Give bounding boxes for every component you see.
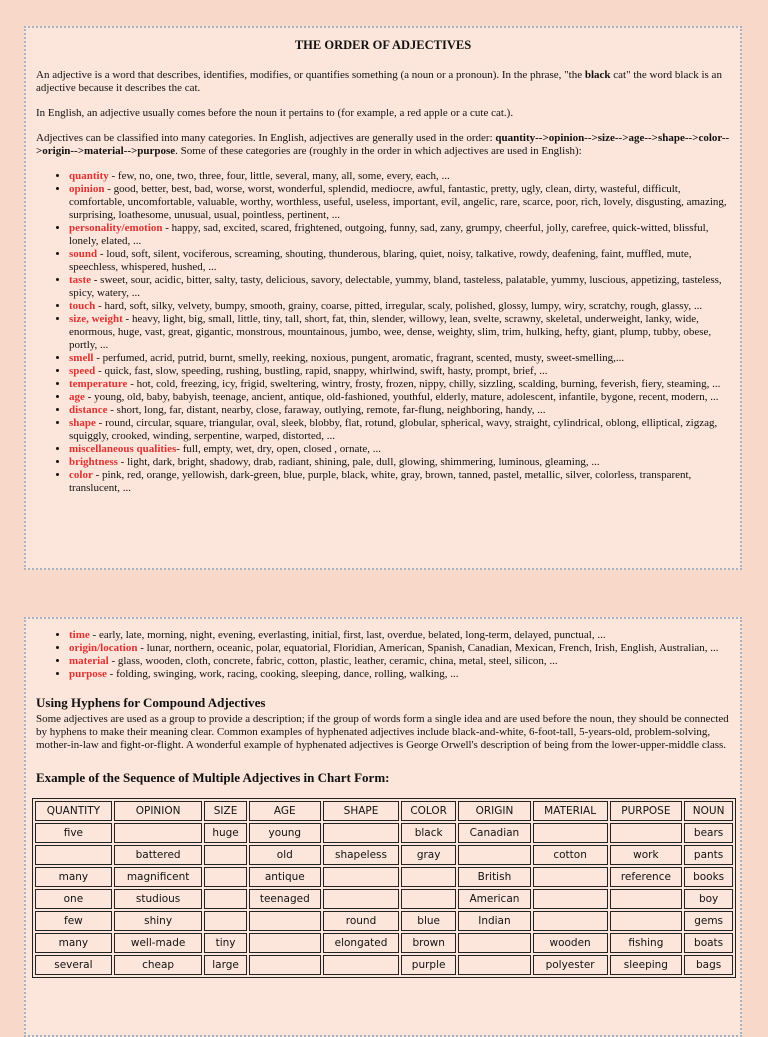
category-item (69, 629, 730, 642)
table-cell: cheap (114, 955, 203, 975)
category-words: folding, swinging, work, racing, cooking, sleeping, dance, rolling, walking, ... (116, 668, 459, 680)
category-words: pink, red, orange, yellowish, dark-green, blue, purple, black, white, gray, brown, tanned, pastel, metallic, silver, colorless, transparent, translucent, ... (69, 469, 692, 494)
table-row (35, 955, 733, 975)
table-cell: many (35, 867, 112, 887)
table-cell (323, 867, 399, 887)
category-name: speed (69, 365, 96, 377)
table-cell: Indian (458, 911, 530, 931)
category-item (69, 642, 730, 655)
category-name: shape (69, 417, 96, 429)
table-cell: one (35, 889, 112, 909)
category-words: few, no, one, two, three, four, little, several, many, all, some, every, each, ... (117, 170, 450, 182)
category-words: heavy, light, big, small, little, tiny, tall, short, fat, thin, slender, willowy, lean, svelte, scrawny, skeletal, underweight, lanky, wide, enormous, huge, vast, great, gigantic, monstrous, mountainous, jumbo, wee, dense, weighty, slim, trim, hulking, hefty, giant, plump, tubby, obese, portly, ... (69, 313, 712, 351)
table-cell (458, 933, 530, 953)
category-words: quick, fast, slow, speeding, rushing, bustling, rapid, snappy, whirlwind, swift, hasty, prompt, brief, ... (104, 365, 548, 377)
category-name: personality/emotion (69, 222, 163, 234)
table-cell: work (610, 845, 683, 865)
table-cell: purple (401, 955, 456, 975)
table-cell (204, 911, 246, 931)
table-cell: cotton (533, 845, 608, 865)
category-item (69, 655, 730, 668)
table-cell: shiny (114, 911, 203, 931)
table-cell: boy (684, 889, 733, 909)
category-list-continued (36, 629, 730, 681)
category-words: light, dark, bright, shadowy, drab, radiant, shining, pale, dull, glowing, shimmering, luminous, gleaming, ... (127, 456, 600, 468)
table-cell: elongated (323, 933, 399, 953)
category-separator: - (89, 629, 99, 641)
chart-heading: Example of the Sequence of Multiple Adjectives in Chart Form: (36, 770, 390, 785)
category-words: perfumed, acrid, putrid, burnt, smelly, reeking, noxious, pungent, aromatic, fragrant, scented, musty, sweet-smelling,... (102, 352, 625, 364)
category-name: taste (69, 274, 91, 286)
order-sequence: quantity-->opinion-->size-->age-->shape-->color-->origin-->material-->purpose (36, 132, 730, 157)
category-item (69, 668, 730, 681)
table-cell (401, 889, 456, 909)
category-separator: - (162, 222, 172, 234)
category-separator: - (108, 170, 118, 182)
table-cell: gems (684, 911, 733, 931)
category-item (69, 404, 730, 417)
category-item (69, 443, 730, 456)
category-name: touch (69, 300, 96, 312)
table-cell (533, 911, 608, 931)
table-cell: American (458, 889, 530, 909)
category-name: sound (69, 248, 98, 260)
category-name: origin/location (69, 642, 138, 654)
category-words: loud, soft, silent, vociferous, screaming, shouting, thunderous, blaring, quiet, noisy, talkative, rowdy, deafening, faint, muffled, mute, speechless, whispered, hushed, ... (69, 248, 692, 273)
table-cell (533, 889, 608, 909)
category-separator: - (93, 352, 103, 364)
category-separator: - (122, 313, 132, 325)
table-cell (249, 933, 321, 953)
category-separator: - (137, 642, 147, 654)
table-cell: brown (401, 933, 456, 953)
column-header: QUANTITY (35, 801, 112, 821)
table-cell (323, 955, 399, 975)
category-words: short, long, far, distant, nearby, close, faraway, outlying, remote, far-flung, neighboring, handy, ... (116, 404, 546, 416)
table-row (35, 823, 733, 843)
column-header: PURPOSE (610, 801, 683, 821)
table-cell (323, 823, 399, 843)
category-separator: - (95, 365, 105, 377)
table-cell: well-made (114, 933, 203, 953)
category-name: distance (69, 404, 108, 416)
table-cell (35, 845, 112, 865)
column-header: COLOR (401, 801, 456, 821)
table-cell: old (249, 845, 321, 865)
table-header-row (35, 801, 733, 821)
category-words: early, late, morning, night, evening, everlasting, initial, first, last, overdue, belated, long-term, delayed, punctual, ... (98, 629, 606, 641)
table-cell: reference (610, 867, 683, 887)
intro-text: . Some of these categories are (roughly in the order in which adjectives are used in English): (175, 145, 582, 157)
page-title: THE ORDER OF ADJECTIVES (294, 38, 472, 52)
category-words: hard, soft, silky, velvety, bumpy, smooth, grainy, coarse, pitted, irregular, scaly, polished, glossy, lumpy, wiry, scratchy, rough, glassy, ... (104, 300, 703, 312)
category-name: time (69, 629, 90, 641)
table-cell (249, 911, 321, 931)
category-words: full, empty, wet, dry, open, closed , ornate, ... (182, 443, 382, 455)
table-cell: black (401, 823, 456, 843)
category-item (69, 313, 730, 352)
category-words: good, better, best, bad, worse, worst, wonderful, splendid, mediocre, awful, fantastic, pretty, ugly, clean, dirty, wasteful, difficult, comfortable, uncomfortable, valuable, worthy, worthless, useful, useless, important, evil, angelic, rare, scarce, poor, rich, lovely, disgusting, amazing, surprising, loathesome, unusual, usual, pointless, pertinent, ... (69, 183, 727, 221)
table-cell: gray (401, 845, 456, 865)
category-words: lunar, northern, oceanic, polar, equatorial, Floridian, American, Spanish, Canadian, Mexican, French, Irish, English, Australian, ... (146, 642, 719, 654)
table-cell (533, 867, 608, 887)
table-cell: teenaged (249, 889, 321, 909)
category-words: round, circular, square, triangular, oval, sleek, blobby, flat, rotund, globular, spherical, wavy, straight, cylindrical, oblong, elliptical, zigzag, squiggly, crooked, winding, serpentine, warped, distorted, ... (69, 417, 718, 442)
table-cell (533, 823, 608, 843)
column-header: ORIGIN (458, 801, 530, 821)
table-cell: bears (684, 823, 733, 843)
category-item (69, 365, 730, 378)
table-cell (401, 867, 456, 887)
category-item (69, 352, 730, 365)
category-list (36, 170, 730, 495)
intro-text: Adjectives can be classified into many categories. In English, adjectives are generally used in the order: (36, 132, 496, 144)
table-row (35, 845, 733, 865)
table-cell: several (35, 955, 112, 975)
column-header: OPINION (114, 801, 203, 821)
hyphen-paragraph: Some adjectives are used as a group to provide a description; if the group of words form a single idea and are used before the noun, they should be connected by hyphens to make their meaning clear. Common examples of hyphenated adjectives include black-and-white, 6-foot-tall, 5-years-old, problem-solving, mother-in-law and fight-or-flight. A wonderful example of hyphenated adjectives is George Orwell's description of being from the lower-upper-middle class. (36, 713, 729, 751)
category-name: size, weight (69, 313, 123, 325)
category-separator: - (108, 655, 118, 667)
table-cell (204, 867, 246, 887)
category-words: young, old, baby, babyish, teenage, ancient, antique, old-fashioned, youthful, elderly, mature, adolescent, infantile, bygone, recent, modern, ... (94, 391, 719, 403)
column-header: SHAPE (323, 801, 399, 821)
category-name: material (69, 655, 109, 667)
category-name: opinion (69, 183, 105, 195)
intro-text: An adjective is a word that describes, identifies, modifies, or quantifies something (a noun or a pronoun). In the phrase, "the (36, 69, 585, 81)
category-separator: - (176, 443, 183, 455)
category-separator: - (127, 378, 137, 390)
table-row (35, 867, 733, 887)
intro-bold: black (584, 69, 611, 81)
category-item (69, 274, 730, 300)
table-cell: round (323, 911, 399, 931)
category-item (69, 183, 730, 222)
table-cell: wooden (533, 933, 608, 953)
category-name: quantity (69, 170, 109, 182)
article-panel-bottom (24, 617, 742, 1037)
table-cell (610, 889, 683, 909)
table-cell: boats (684, 933, 733, 953)
table-cell: polyester (533, 955, 608, 975)
table-cell: shapeless (323, 845, 399, 865)
category-item (69, 300, 730, 313)
table-cell: young (249, 823, 321, 843)
category-item (69, 170, 730, 183)
table-cell: bags (684, 955, 733, 975)
table-cell (204, 889, 246, 909)
article-panel-top (24, 26, 742, 570)
table-cell (204, 845, 246, 865)
table-cell (249, 955, 321, 975)
category-name: color (69, 469, 93, 481)
category-item (69, 456, 730, 469)
hyphen-heading: Using Hyphens for Compound Adjectives (36, 695, 266, 710)
table-cell: sleeping (610, 955, 683, 975)
table-cell: large (204, 955, 246, 975)
table-cell: huge (204, 823, 246, 843)
category-separator: - (95, 300, 105, 312)
table-cell: studious (114, 889, 203, 909)
category-item (69, 391, 730, 404)
table-cell: blue (401, 911, 456, 931)
table-cell: tiny (204, 933, 246, 953)
column-header: NOUN (684, 801, 733, 821)
table-cell: many (35, 933, 112, 953)
table-cell (323, 889, 399, 909)
table-cell: battered (114, 845, 203, 865)
table-row (35, 889, 733, 909)
category-words: happy, sad, excited, scared, frightened, outgoing, funny, sad, zany, grumpy, cheerful, jolly, carefree, quick-witted, blissful, lonely, elated, ... (69, 222, 709, 247)
intro-paragraph-1 (36, 69, 730, 95)
category-name: smell (69, 352, 94, 364)
category-separator: - (107, 404, 117, 416)
category-name: brightness (69, 456, 118, 468)
category-separator: - (84, 391, 95, 403)
table-body (35, 823, 733, 975)
category-item (69, 222, 730, 248)
table-cell (458, 955, 530, 975)
table-cell: books (684, 867, 733, 887)
table-cell (610, 823, 683, 843)
intro-text: cat" the word black is an adjective because it describes the cat. (36, 69, 722, 94)
category-item (69, 248, 730, 274)
category-item (69, 378, 730, 391)
table-cell: Canadian (458, 823, 530, 843)
table-row (35, 933, 733, 953)
adjective-order-table (32, 798, 736, 978)
table-cell: antique (249, 867, 321, 887)
category-item (69, 469, 730, 495)
column-header: AGE (249, 801, 321, 821)
category-separator: - (117, 456, 128, 468)
category-name: age (69, 391, 85, 403)
table-cell (610, 911, 683, 931)
category-name: purpose (69, 668, 107, 680)
table-cell: fishing (610, 933, 683, 953)
table-cell: British (458, 867, 530, 887)
category-words: sweet, sour, acidic, bitter, salty, tasty, delicious, savory, delectable, yummy, bland, tasteless, palatable, yummy, luscious, appetizing, tasteless, spicy, watery, ... (69, 274, 722, 299)
category-separator: - (95, 417, 106, 429)
category-separator: - (91, 274, 101, 286)
table-cell (114, 823, 203, 843)
category-words: hot, cold, freezing, icy, frigid, sweltering, wintry, frosty, frozen, nippy, chilly, sizzling, scalding, burning, feverish, fiery, steaming, ... (136, 378, 721, 390)
table-cell: pants (684, 845, 733, 865)
table-row (35, 911, 733, 931)
category-name: miscellaneous qualities (69, 443, 177, 455)
category-separator: - (97, 248, 107, 260)
column-header: MATERIAL (533, 801, 608, 821)
table-cell: five (35, 823, 112, 843)
category-words: glass, wooden, cloth, concrete, fabric, cotton, plastic, leather, ceramic, china, metal, steel, silicon, ... (117, 655, 558, 667)
column-header: SIZE (204, 801, 246, 821)
category-separator: - (92, 469, 102, 481)
category-item (69, 417, 730, 443)
table-cell (458, 845, 530, 865)
intro-paragraph-2: In English, an adjective usually comes before the noun it pertains to (for example, a red apple or a cute cat.). (36, 107, 514, 119)
category-separator: - (104, 183, 114, 195)
table-cell: magnificent (114, 867, 203, 887)
category-separator: - (106, 668, 117, 680)
table-cell: few (35, 911, 112, 931)
intro-paragraph-3 (36, 132, 730, 158)
category-name: temperature (69, 378, 128, 390)
